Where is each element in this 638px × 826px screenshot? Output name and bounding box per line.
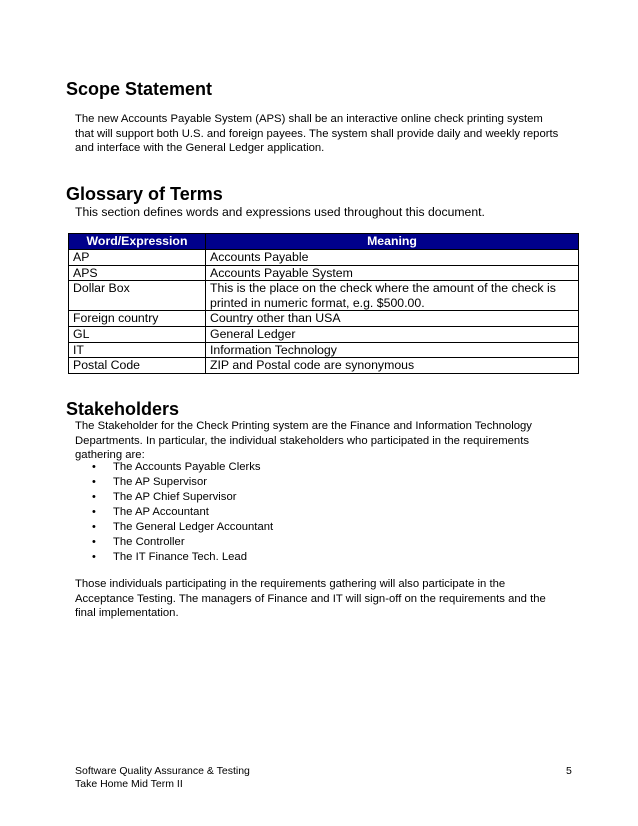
glossary-table (68, 233, 579, 374)
list-item-label: The AP Chief Supervisor (113, 491, 237, 503)
list-item (75, 550, 555, 565)
term-cell: Dollar Box (69, 281, 206, 311)
term-cell: Postal Code (69, 358, 206, 374)
closing-line: final implementation. (75, 607, 179, 619)
table-row (69, 326, 579, 342)
bullet-icon: • (92, 521, 96, 533)
term-cell: APS (69, 265, 206, 281)
bullet-icon: • (92, 551, 96, 563)
list-item-label: The Controller (113, 536, 185, 548)
meaning-cell: Accounts Payable System (206, 265, 579, 281)
footer-assignment: Take Home Mid Term II (75, 778, 183, 790)
glossary-header-row (69, 234, 579, 250)
scope-paragraph (75, 112, 595, 156)
bullet-icon: • (92, 461, 96, 473)
list-item-label: The AP Accountant (113, 506, 209, 518)
table-row (69, 311, 579, 327)
scope-line: and interface with the General Ledger application. (75, 142, 325, 154)
stakeholders-line: Departments. In particular, the individual stakeholders who participated in the requirements (75, 434, 530, 447)
scope-heading: Scope Statement (66, 79, 213, 99)
page-number: 5 (566, 765, 572, 777)
footer-course: Software Quality Assurance & Testing (75, 765, 250, 777)
stakeholders-line: gathering are: (75, 449, 145, 461)
list-item (75, 505, 555, 520)
term-cell: GL (69, 326, 206, 342)
bullet-icon: • (92, 536, 96, 548)
stakeholder-list (75, 460, 555, 565)
table-row (69, 281, 579, 311)
term-cell: Foreign country (69, 311, 206, 327)
bullet-icon: • (92, 491, 96, 503)
table-row (69, 265, 579, 281)
meaning-cell: Country other than USA (206, 311, 579, 327)
scope-line: The new Accounts Payable System (APS) shall be an interactive online check printing system (75, 113, 543, 125)
closing-line: Acceptance Testing. The managers of Finance and IT will sign-off on the requirements and the (75, 592, 546, 605)
list-item-label: The General Ledger Accountant (113, 521, 274, 533)
list-item (75, 520, 555, 535)
stakeholders-heading: Stakeholders (66, 399, 180, 419)
table-row (69, 342, 579, 358)
meaning-cell: Information Technology (206, 342, 579, 358)
list-item (75, 475, 555, 490)
bullet-icon: • (92, 506, 96, 518)
list-item (75, 490, 555, 505)
bullet-icon: • (92, 476, 96, 488)
table-row (69, 358, 579, 374)
glossary-heading: Glossary of Terms (66, 184, 223, 204)
stakeholders-line: The Stakeholder for the Check Printing system are the Finance and Information Technology (75, 420, 532, 432)
page-footer (75, 765, 250, 791)
glossary-intro: This section defines words and expressions used throughout this document. (75, 205, 485, 219)
list-item-label: The IT Finance Tech. Lead (113, 551, 247, 563)
table-row (69, 250, 579, 266)
meaning-cell: ZIP and Postal code are synonymous (206, 358, 579, 374)
meaning-cell: This is the place on the check where the amount of the check is printed in numeric format, e.g. $500.00. (206, 281, 579, 311)
stakeholders-paragraph (75, 419, 595, 463)
column-header-meaning: Meaning (206, 234, 579, 250)
meaning-cell: General Ledger (206, 326, 579, 342)
column-header-term: Word/Expression (69, 234, 206, 250)
list-item (75, 460, 555, 475)
closing-paragraph (75, 577, 595, 621)
closing-line: Those individuals participating in the requirements gathering will also participate in the (75, 578, 506, 590)
meaning-cell: Accounts Payable (206, 250, 579, 266)
term-cell: AP (69, 250, 206, 266)
list-item-label: The Accounts Payable Clerks (113, 461, 261, 473)
term-cell: IT (69, 342, 206, 358)
list-item-label: The AP Supervisor (113, 476, 207, 488)
list-item (75, 535, 555, 550)
scope-line: that will support both U.S. and foreign payees. The system shall provide daily and weekly reports (75, 127, 559, 140)
